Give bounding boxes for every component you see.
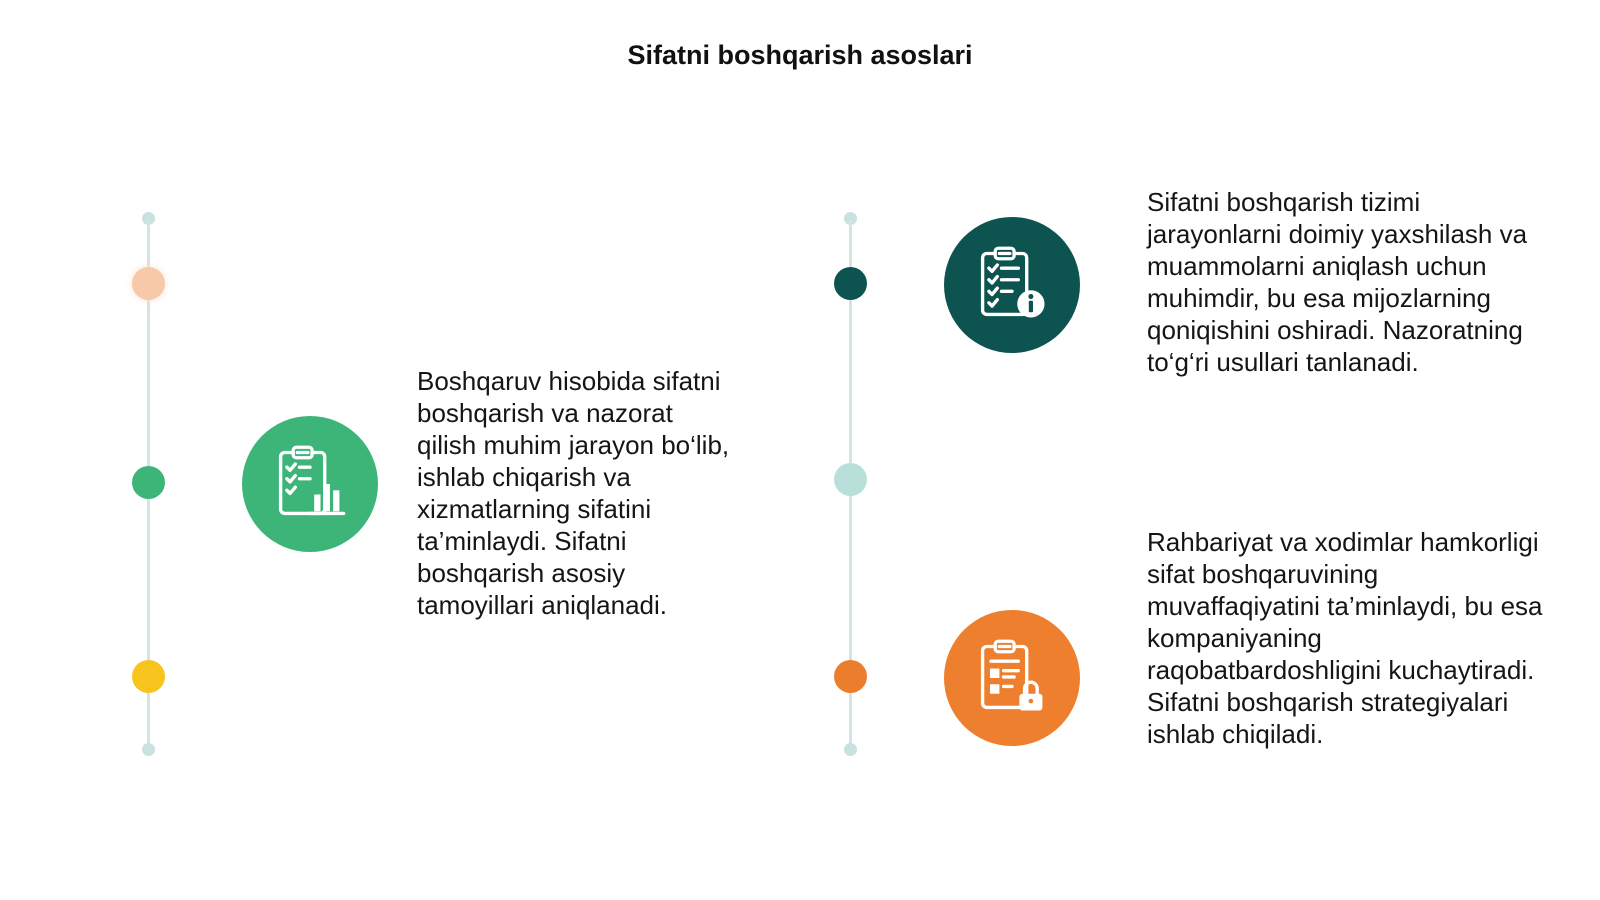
timeline-dot-yellow: [132, 660, 165, 693]
item-text-3: Rahbariyat va xodimlar hamkorligi sifat boshqaruvining muvaffaqiyatini ta’minlaydi, bu esa kompaniyaning raqobatbardoshligini kuchaytiradi. Sifatni boshqarish strategiyalari ishlab chiqiladi.: [1147, 527, 1543, 749]
timeline-cap-bottom: [142, 743, 155, 756]
timeline-right: [831, 0, 871, 900]
clipboard-lock-icon: [944, 610, 1080, 746]
timeline-dot-teal: [834, 267, 867, 300]
timeline-dot-orange: [834, 660, 867, 693]
clipboard-chart-icon: [242, 416, 378, 552]
item-text-2: Sifatni boshqarish tizimi jarayonlarni doimiy yaxshilash va muammolarni aniqlash uchun muhimdir, bu esa mijozlarning qoniqishini oshiradi. Nazoratning to‘g‘ri usullari tanlanadi.: [1147, 187, 1528, 377]
timeline-dot-green: [132, 466, 165, 499]
timeline-dot-peach: [132, 267, 165, 300]
timeline-left: [129, 0, 169, 900]
clipboard-info-icon: [944, 217, 1080, 353]
page-title: Sifatni boshqarish asoslari: [627, 40, 973, 70]
item-text-1: Boshqaruv hisobida sifatni boshqarish va nazorat qilish muhim jarayon bo‘lib, ishlab chiqarish va xizmatlarning sifatini ta’minlaydi. Sifatni boshqarish asosiy tamoyillari aniqlanadi.: [417, 366, 730, 620]
timeline-cap-bottom: [844, 743, 857, 756]
timeline-dot-mint: [834, 463, 867, 496]
